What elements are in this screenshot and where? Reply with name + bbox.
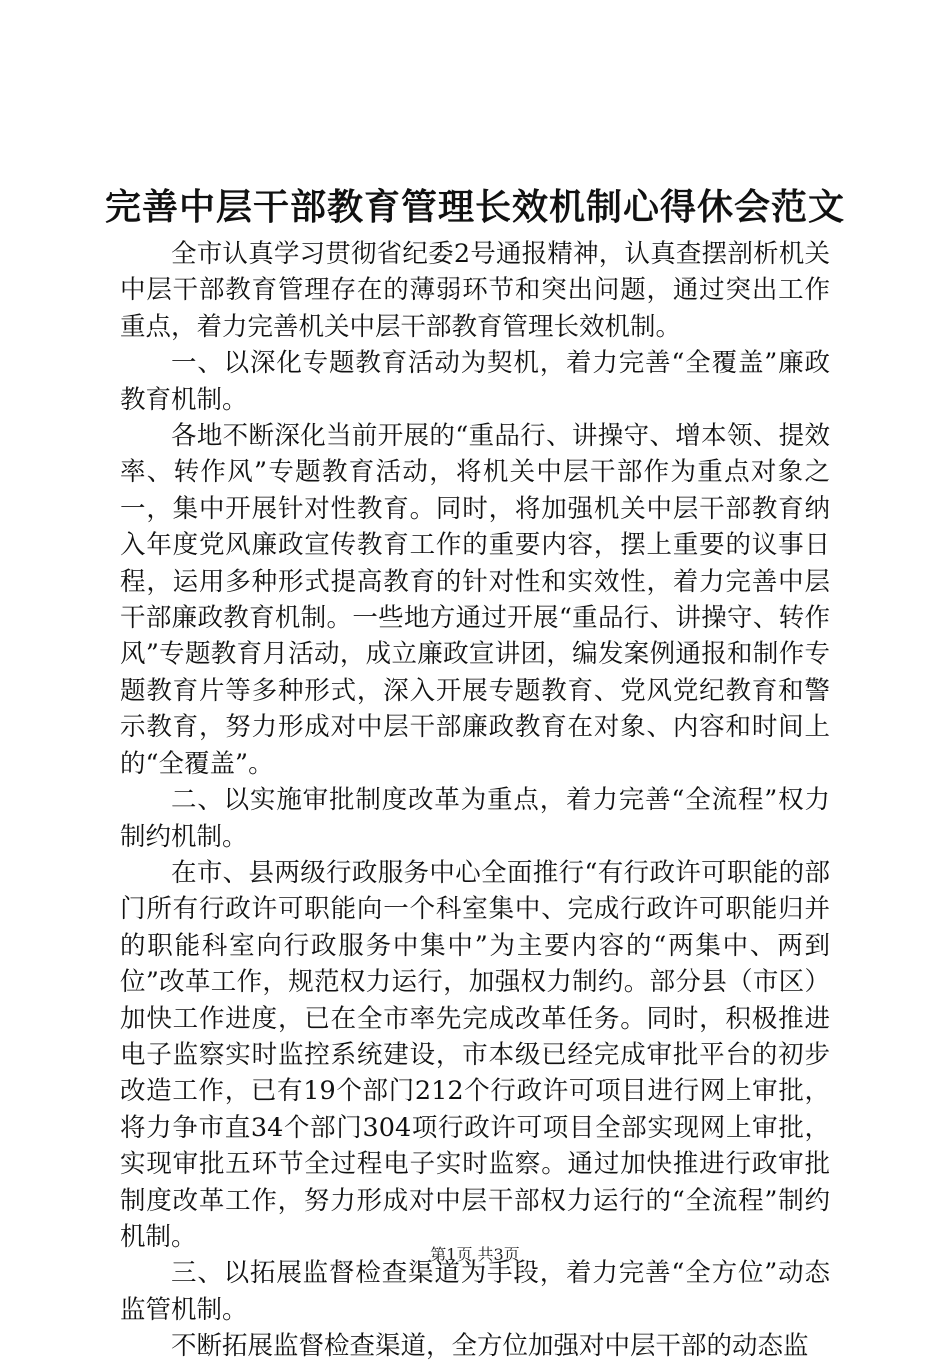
paragraph: 各地不断深化当前开展的“重品行、讲操守、增本领、提效率、转作风”专题教育活动，将机关中层干部作为重点对象之一，集中开展针对性教育。同时，将加强机关中层干部教育纳入年度党风廉政宣传教育工作的重要内容，摆上重要的议事日程，运用多种形式提高教育的针对性和实效性，着力完善中层干部廉政教育机制。一些地方通过开展“重品行、讲操守、转作风”专题教育月活动，成立廉政宣讲团，编发案例通报和制作专题教育片等多种形式，深入开展专题教育、党风党纪教育和警示教育，努力形成对中层干部廉政教育在对象、内容和时间上的“全覆盖”。 — [120, 421, 830, 779]
section-heading: 三、以拓展监督检查渠道为手段，着力完善“全方位”动态监管机制。 — [120, 1258, 830, 1325]
page-footer: 第1页 共3页 — [430, 1245, 520, 1264]
paragraph: 不断拓展监督检查渠道，全方位加强对中层干部的动态监 — [171, 1331, 809, 1362]
document-title: 完善中层干部教育管理长效机制心得休会范文 — [104, 186, 845, 228]
paragraph: 全市认真学习贯彻省纪委2号通报精神，认真查摆剖析机关中层干部教育管理存在的薄弱环节和突出问题，通过突出工作重点，着力完善机关中层干部教育管理长效机制。 — [120, 239, 830, 342]
section-heading: 一、以深化专题教育活动为契机，着力完善“全覆盖”廉政教育机制。 — [120, 348, 830, 415]
document-body — [120, 236, 830, 1365]
section-heading: 二、以实施审批制度改革为重点，着力完善“全流程”权力制约机制。 — [120, 785, 830, 852]
paragraph: 在市、县两级行政服务中心全面推行“有行政许可职能的部门所有行政许可职能向一个科室集中、完成行政许可职能归并的职能科室向行政服务中集中”为主要内容的“两集中、两到位”改革工作，规范权力运行，加强权力制约。部分县（市区）加快工作进度，已在全市率先完成改革任务。同时，积极推进电子监察实时监控系统建设，市本级已经完成审批平台的初步改造工作，已有19个部门212个行政许可项目进行网上审批，将力争市直34个部门304项行政许可项目全部实现网上审批，实现审批五环节全过程电子实时监察。通过加快推进行政审批制度改革工作，努力形成对中层干部权力运行的“全流程”制约机制。 — [120, 857, 830, 1252]
